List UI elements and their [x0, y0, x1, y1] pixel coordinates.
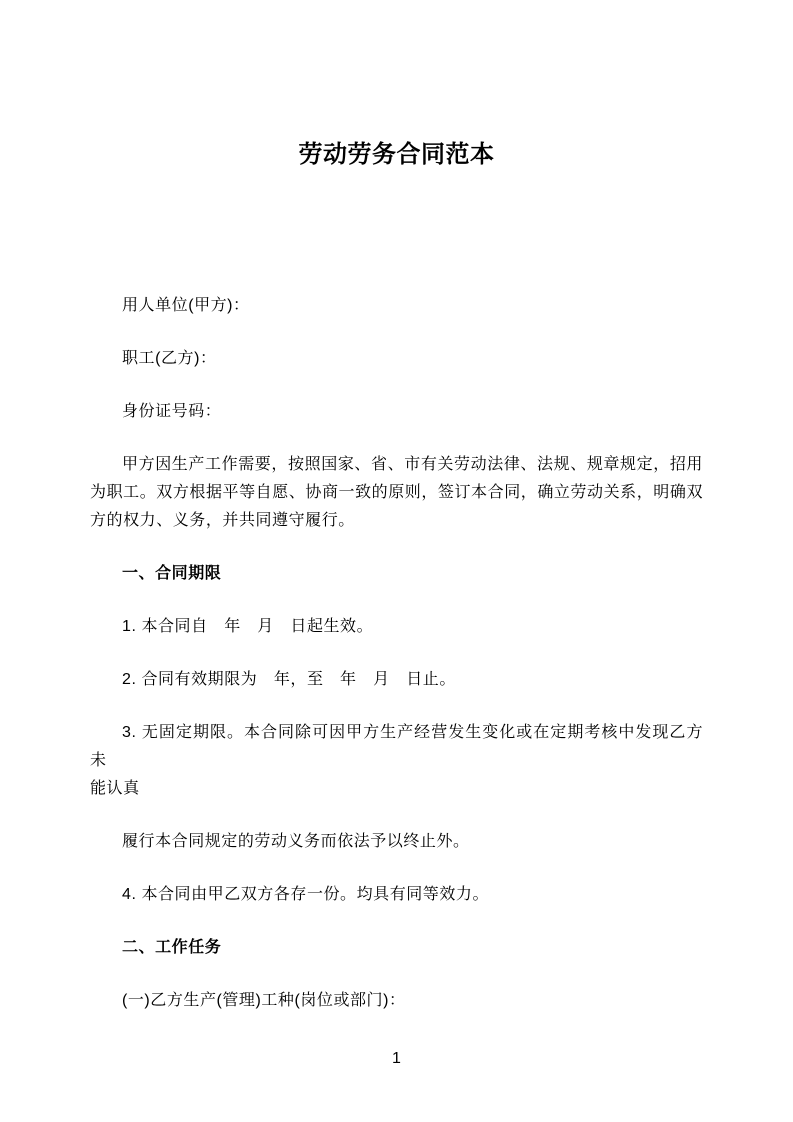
section-1-item-3-line-2: 能认真 [90, 780, 140, 797]
intro-paragraph: 甲方因生产工作需要，按照国家、省、市有关劳动法律、法规、规章规定，招用为职工。双方根据平等自愿、协商一致的原则，签订本合同，确立劳动关系，明确双方的权力、义务，并共同遵守履行。 [90, 456, 703, 529]
section-1-item-3-continued: 履行本合同规定的劳动义务而依法予以终止外。 [122, 833, 470, 850]
section-1-item-2: 2. 合同有效期限为 年，至 年 月 日止。 [122, 671, 456, 688]
id-number-label: 身份证号码： [122, 403, 222, 420]
section-1-item-3 [90, 719, 703, 803]
section-2-heading: 二、工作任务 [122, 939, 222, 956]
section-2-item-1: (一)乙方生产(管理)工种(岗位或部门)： [122, 992, 406, 1009]
section-1-heading: 一、合同期限 [122, 565, 222, 582]
page-title: 劳动劳务合同范本 [298, 141, 495, 168]
section-1-item-3-line-1: 3. 无固定期限。本合同除可因甲方生产经营发生变化或在定期考核中发现乙方未 [90, 724, 703, 769]
section-1-item-4: 4. 本合同由甲乙双方各存一份。均具有同等效力。 [122, 886, 489, 903]
page-number: 1 [392, 1050, 401, 1067]
section-1-item-1: 1. 本合同自 年 月 日起生效。 [122, 618, 374, 635]
document-body [90, 0, 703, 1015]
party-b-label: 职工(乙方)： [122, 350, 217, 367]
party-a-label: 用人单位(甲方)： [122, 297, 250, 314]
